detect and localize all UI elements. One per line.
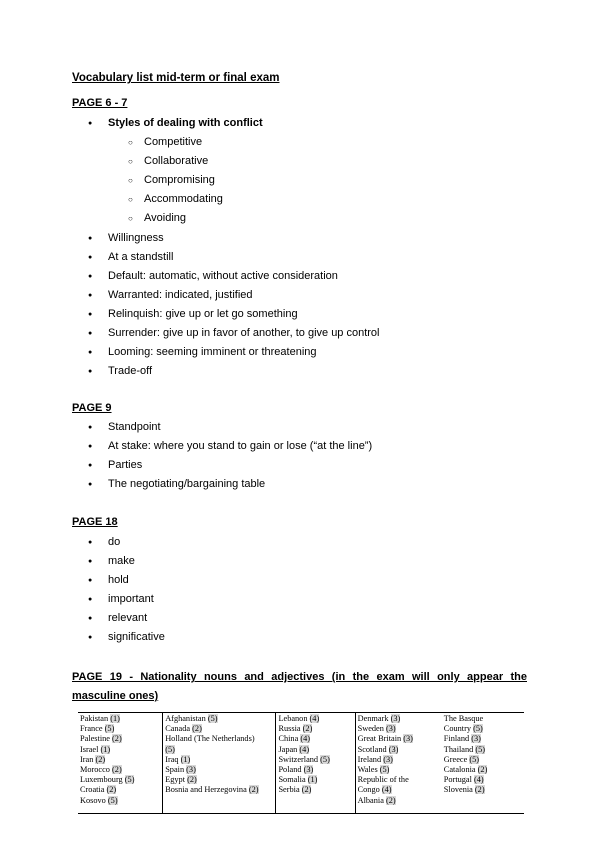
country-entry: [358, 724, 440, 734]
country-name: Iran: [80, 754, 94, 764]
country-entry: [165, 714, 273, 724]
country-name: Denmark: [357, 714, 389, 723]
country-name: Croatia: [80, 785, 105, 795]
nationality-count: (1): [307, 775, 318, 785]
country-entry: [165, 785, 273, 795]
nationality-count: (3): [403, 734, 413, 744]
country-name: Portugal: [443, 775, 472, 785]
table-row: [78, 713, 524, 814]
country-entry: [444, 745, 522, 755]
nationality-count: (5): [124, 775, 135, 785]
country-name: Spain: [165, 765, 185, 775]
nationality-count: (4): [381, 785, 392, 795]
list-item: ● Standpoint: [88, 418, 372, 437]
country-entry: [278, 734, 352, 744]
country-entry: [444, 734, 522, 744]
country-entry: [80, 785, 160, 795]
nationality-count: (5): [469, 754, 480, 764]
list-item: ● At stake: where you stand to gain or lose (“at the line”): [88, 437, 372, 456]
country-name: The Basque: [443, 714, 484, 723]
country-name: Slovenia: [443, 785, 473, 795]
country-entry: [278, 785, 352, 795]
list-item: ● At a standstill: [88, 248, 380, 267]
country-name: Country: [443, 724, 471, 734]
nationality-count: (2): [106, 785, 117, 795]
list-item: ● significative: [88, 628, 165, 647]
list-item: ● relevant: [88, 609, 165, 628]
country-entry: [444, 755, 522, 765]
nationality-count: (1): [100, 744, 111, 754]
table-column: [442, 713, 524, 814]
table-column: [78, 713, 163, 814]
nationality-count: (2): [192, 724, 202, 734]
country-entry: [80, 724, 160, 734]
country-name: Iraq: [165, 754, 179, 764]
nationality-count: (3): [383, 754, 393, 764]
document-title: Vocabulary list mid-term or final exam: [72, 72, 280, 84]
nationality-count: (5): [104, 724, 115, 734]
country-entry: [278, 724, 352, 734]
nationality-count: (2): [187, 775, 197, 785]
table-column: [355, 713, 442, 814]
country-entry: [358, 796, 440, 806]
list-item: ● Willingness: [88, 229, 380, 248]
country-name: Serbia: [278, 785, 300, 795]
sub-list-item: ○ Collaborative: [88, 152, 380, 171]
country-entry: [444, 785, 522, 795]
table-column: [276, 713, 355, 814]
nationality-count: (4): [300, 734, 311, 744]
nationality-count: (2): [302, 724, 313, 734]
sub-list-item: ○ Avoiding: [88, 209, 380, 228]
nationality-count: (3): [388, 744, 399, 754]
page-18-heading: PAGE 18: [72, 516, 118, 528]
list-item: ● The negotiating/bargaining table: [88, 475, 372, 494]
list-item: ● Relinquish: give up or let go something: [88, 305, 380, 324]
country-name: Albania: [357, 795, 384, 805]
country-entry: [80, 775, 160, 785]
nationality-count: (3): [186, 765, 196, 775]
country-name: Ireland: [357, 754, 382, 764]
country-entry: [444, 714, 522, 724]
country-name: Bosnia and Herzegovina: [165, 785, 247, 795]
country-entry: [165, 724, 273, 734]
country-name: Sweden: [357, 724, 384, 734]
country-entry: [80, 755, 160, 765]
page-18-list: [88, 533, 165, 648]
nationality-count: (2): [112, 765, 122, 775]
list-item: ● Styles of dealing with conflict: [88, 114, 380, 133]
country-entry: [358, 734, 440, 744]
country-name: Thailand: [443, 744, 474, 754]
list-item: ● Surrender: give up in favor of another, to give up control: [88, 324, 380, 343]
sub-list-item: ○ Accommodating: [88, 190, 380, 209]
country-entry: [278, 714, 352, 724]
sub-list-item: ○ Compromising: [88, 171, 380, 190]
page-9-heading: PAGE 9: [72, 402, 112, 414]
country-name: Congo: [357, 785, 380, 795]
nationality-count: (5): [475, 744, 486, 754]
country-name: Canada: [165, 724, 191, 734]
country-entry: [80, 745, 160, 755]
nationality-count: (3): [471, 734, 481, 744]
country-name: Israel: [80, 744, 99, 754]
nationality-count: (5): [207, 714, 218, 723]
country-entry: [358, 785, 440, 795]
country-entry: [278, 745, 352, 755]
nationality-count: (3): [390, 714, 401, 723]
country-name: Poland: [278, 765, 302, 775]
nationality-count: (2): [112, 734, 122, 744]
nationality-count: (5): [379, 765, 390, 775]
table-column: [163, 713, 276, 814]
country-name: Wales: [357, 765, 378, 775]
country-name: Japan: [278, 744, 298, 754]
country-entry: [444, 765, 522, 775]
nationality-table: [78, 712, 524, 814]
country-name: Egypt: [165, 775, 186, 785]
country-name: Greece: [443, 754, 468, 764]
list-item: ● Looming: seeming imminent or threatening: [88, 343, 380, 362]
country-entry: [80, 734, 160, 744]
nationality-count: (1): [110, 714, 120, 723]
country-entry: [80, 714, 160, 724]
country-entry: [358, 765, 440, 775]
nationality-count: (4): [474, 775, 484, 785]
nationality-count: (5): [320, 754, 330, 764]
nationality-count: (5): [107, 795, 118, 805]
country-entry: [278, 775, 352, 785]
country-entry: [80, 765, 160, 775]
country-name: France: [80, 724, 103, 734]
list-item: ● do: [88, 533, 165, 552]
country-name: Switzerland: [278, 754, 319, 764]
country-entry: [358, 755, 440, 765]
country-name: China: [278, 734, 299, 744]
sub-list-item: ○ Competitive: [88, 133, 380, 152]
country-name: Scotland: [357, 744, 387, 754]
nationality-count: (2): [95, 754, 106, 764]
page-9-list: [88, 418, 372, 494]
country-name: Palestine: [80, 734, 110, 744]
country-name: Lebanon: [278, 714, 308, 723]
nationality-count: (2): [385, 795, 396, 805]
country-entry: [165, 775, 273, 785]
page-6-7-list: [88, 114, 380, 381]
country-name: Republic of the: [357, 775, 409, 785]
country-name: Catalonia: [443, 765, 476, 775]
country-name: Morocco: [80, 765, 110, 775]
country-entry: [444, 724, 522, 734]
page-19-heading: PAGE 19 - Nationality nouns and adjectives (in the exam will only appear the masculine ones): [72, 671, 527, 702]
country-entry: [358, 775, 440, 785]
country-name: Finland: [443, 734, 470, 744]
country-name: Somalia: [278, 775, 306, 785]
country-name: Great Britain: [357, 734, 402, 744]
list-item: ● Parties: [88, 456, 372, 475]
country-entry: [165, 755, 273, 765]
country-entry: [358, 745, 440, 755]
nationality-count: (2): [477, 765, 488, 775]
nationality-count: (5): [165, 744, 175, 754]
list-item: ● Default: automatic, without active consideration: [88, 267, 380, 286]
nationality-count: (2): [248, 785, 259, 795]
country-entry: [165, 745, 273, 755]
country-entry: [165, 734, 273, 744]
nationality-count: (2): [301, 785, 312, 795]
country-name: Russia: [278, 724, 301, 734]
country-entry: [80, 796, 160, 806]
nationality-count: (3): [303, 765, 314, 775]
nationality-count: (2): [474, 785, 485, 795]
list-item: ● Trade-off: [88, 362, 380, 381]
list-item: ● important: [88, 590, 165, 609]
nationality-count: (3): [385, 724, 396, 734]
country-entry: [165, 765, 273, 775]
list-item: ● make: [88, 552, 165, 571]
country-entry: [444, 775, 522, 785]
list-item: ● Warranted: indicated, justified: [88, 286, 380, 305]
country-name: Afghanistan: [165, 714, 206, 723]
page-6-7-heading: PAGE 6 - 7: [72, 97, 128, 109]
country-entry: [358, 714, 440, 724]
country-name: Luxembourg: [80, 775, 123, 785]
nationality-count: (1): [180, 754, 191, 764]
country-entry: [278, 765, 352, 775]
list-item: ● hold: [88, 571, 165, 590]
nationality-count: (5): [473, 724, 483, 734]
country-name: Pakistan: [80, 714, 109, 723]
country-entry: [278, 755, 352, 765]
nationality-count: (4): [299, 744, 310, 754]
country-name: Kosovo: [80, 795, 106, 805]
country-name: Holland (The Netherlands): [165, 734, 255, 744]
nationality-count: (4): [309, 714, 320, 723]
